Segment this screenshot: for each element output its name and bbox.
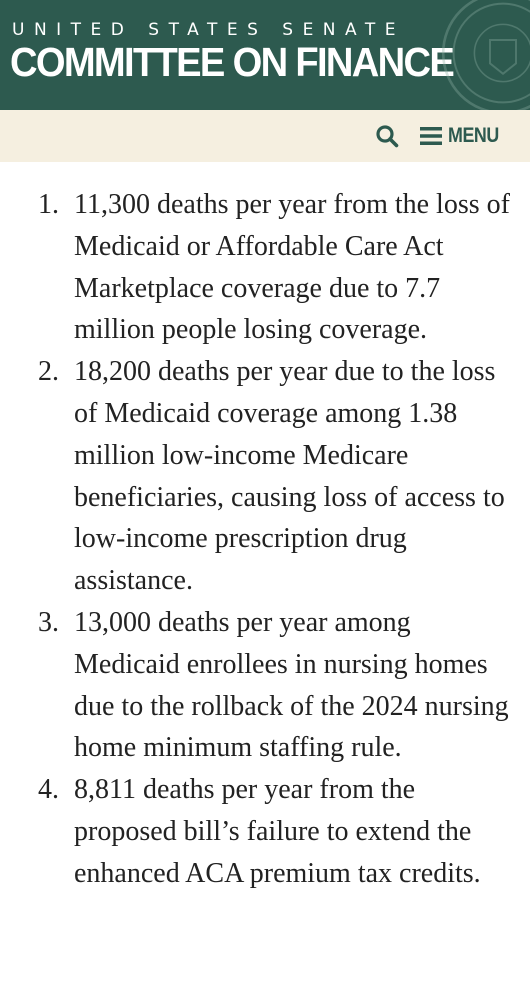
list-item-number: 3.: [38, 606, 59, 638]
toolbar: [0, 110, 530, 162]
search-icon: [375, 124, 399, 148]
header-subtitle: UNITED STATES SENATE: [12, 20, 405, 40]
list-item-text: 18,200 deaths per year due to the loss of Medicaid coverage among 1.38 million low-income Medicare beneficiaries, causing loss of access to low-income prescription drug assistance.: [74, 356, 505, 597]
menu-button[interactable]: [420, 124, 508, 148]
list-item-number: 1.: [38, 189, 59, 220]
senate-seal-icon: [438, 0, 530, 110]
list-item-number: 2.: [38, 356, 59, 388]
list-item: [0, 351, 530, 602]
list-item-text: 11,300 deaths per year from the loss of Medicaid or Affordable Care Act Marketplace coverage due to 7.7 million people losing coverage.: [74, 189, 510, 346]
list-item: [0, 602, 530, 769]
list-item: [0, 769, 530, 894]
deaths-list: [0, 184, 530, 895]
hamburger-icon: [420, 126, 442, 146]
list-item-number: 4.: [38, 774, 59, 806]
search-button[interactable]: [372, 121, 402, 151]
main-content: [0, 162, 530, 895]
site-title[interactable]: COMMITTEE ON FINANCE: [10, 39, 454, 85]
list-item: [0, 184, 530, 351]
list-item-text: 13,000 deaths per year among Medicaid enrollees in nursing homes due to the rollback of the 2024 nursing home minimum staffing rule.: [74, 606, 509, 764]
list-item-text: 8,811 deaths per year from the proposed bill’s failure to extend the enhanced ACA premium tax credits.: [74, 774, 481, 889]
menu-label: MENU: [448, 124, 500, 147]
site-header: [0, 0, 530, 110]
